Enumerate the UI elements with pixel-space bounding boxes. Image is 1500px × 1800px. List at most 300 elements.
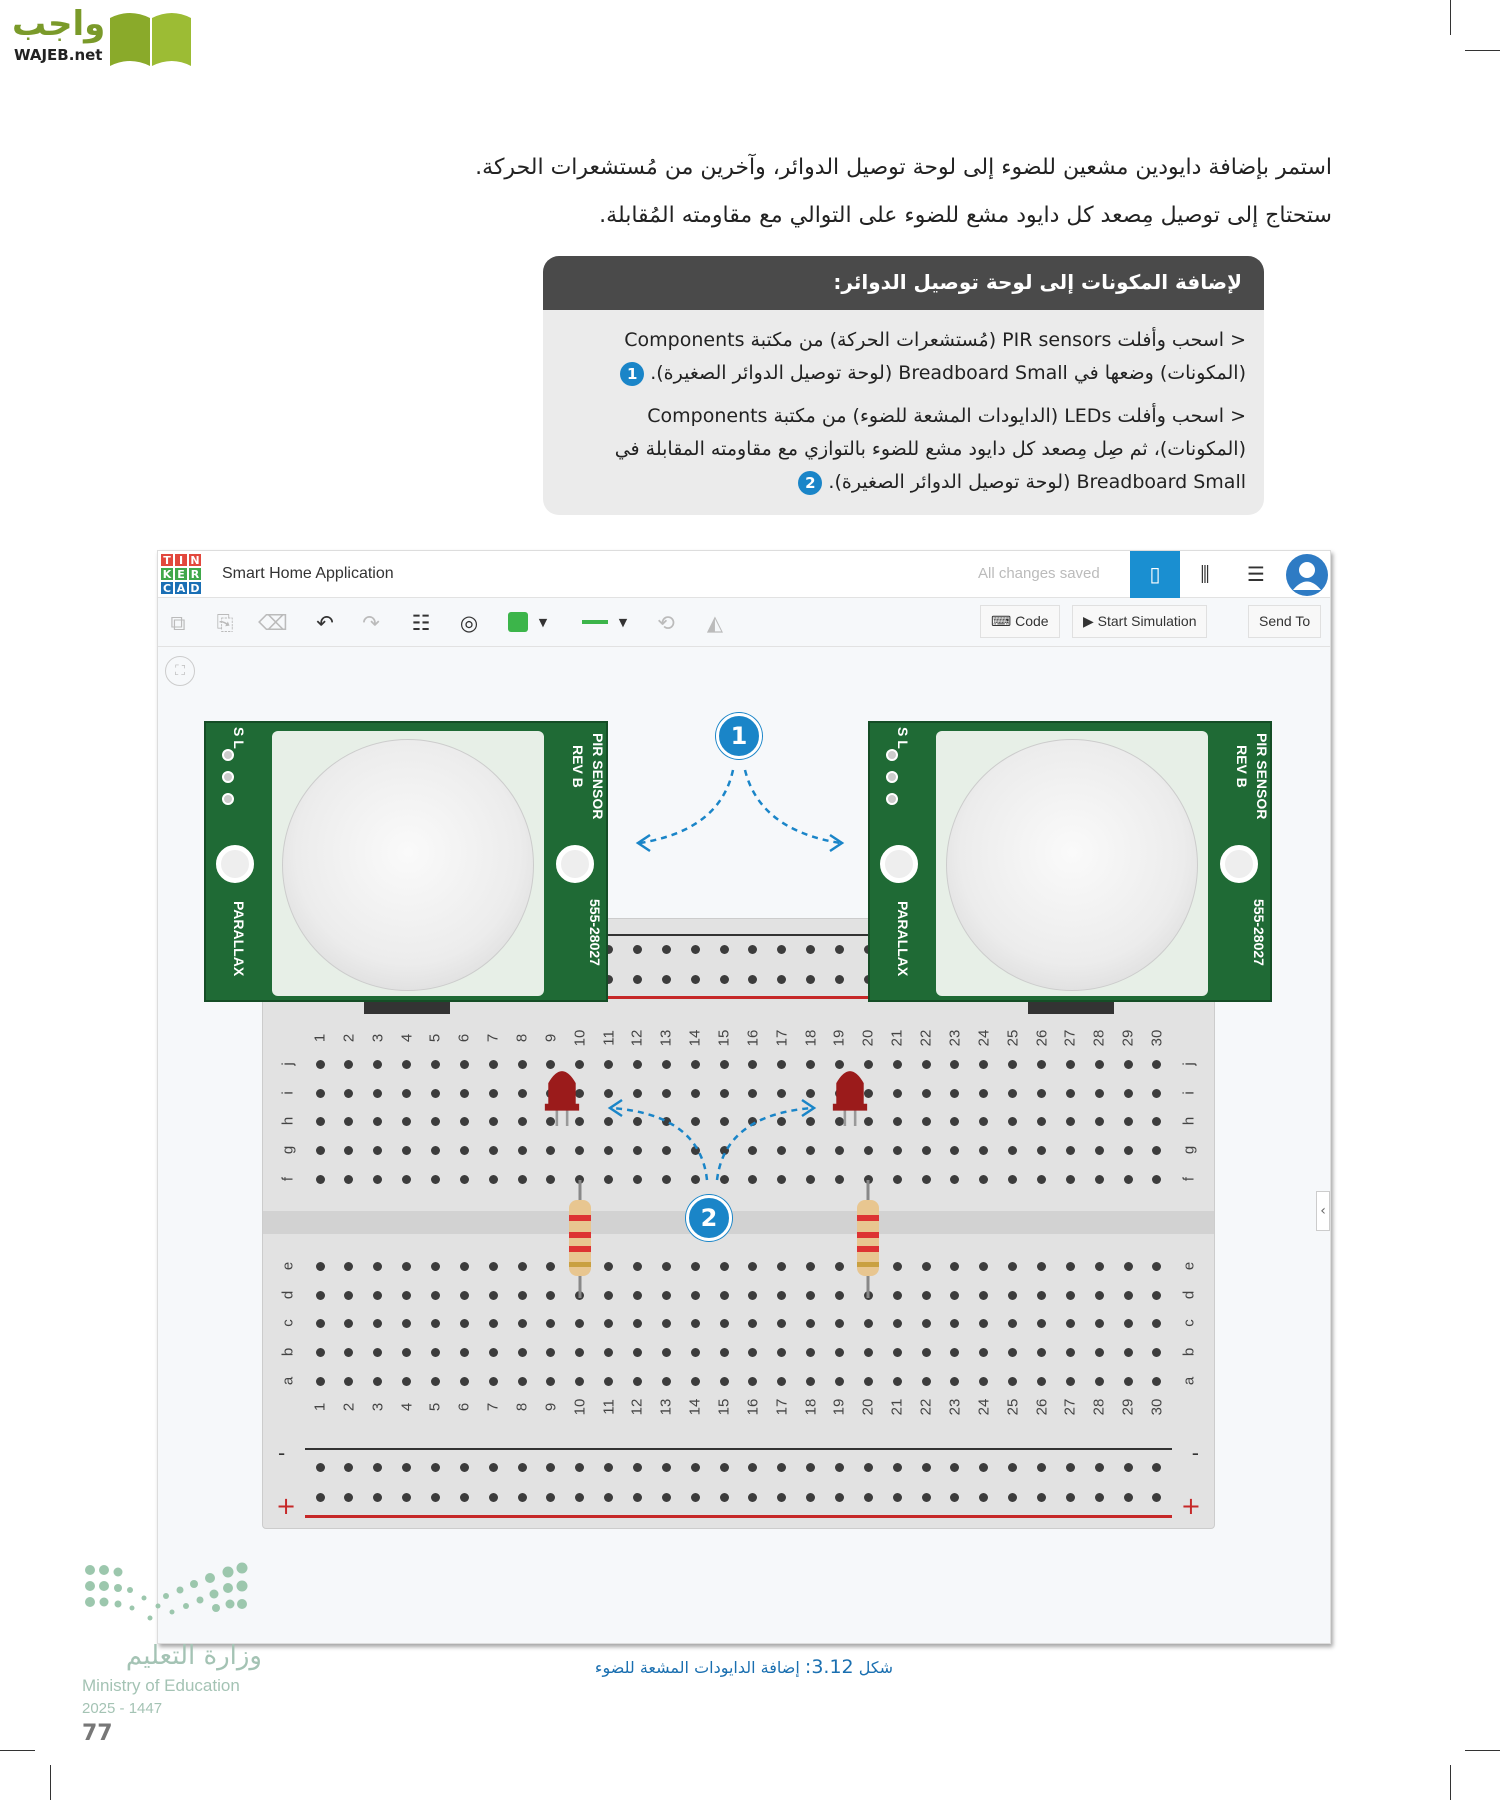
hole[interactable] — [1152, 1117, 1161, 1126]
hole[interactable] — [662, 975, 671, 984]
hole[interactable] — [431, 1146, 440, 1155]
hole[interactable] — [431, 1060, 440, 1069]
hole[interactable] — [344, 1262, 353, 1271]
hole[interactable] — [633, 1348, 642, 1357]
hole[interactable] — [1066, 1463, 1075, 1472]
hole[interactable] — [922, 1319, 931, 1328]
hole[interactable] — [806, 1175, 815, 1184]
hole[interactable] — [633, 1175, 642, 1184]
hole[interactable] — [489, 1348, 498, 1357]
hole[interactable] — [373, 1377, 382, 1386]
hole[interactable] — [431, 1291, 440, 1300]
hole[interactable] — [431, 1175, 440, 1184]
hole[interactable] — [518, 1291, 527, 1300]
hole[interactable] — [546, 1348, 555, 1357]
hole[interactable] — [922, 1146, 931, 1155]
hole[interactable] — [922, 1175, 931, 1184]
hole[interactable] — [1152, 1089, 1161, 1098]
collapse-panel-handle[interactable]: ‹ — [1316, 1191, 1330, 1231]
hole[interactable] — [1037, 1463, 1046, 1472]
hole[interactable] — [720, 1493, 729, 1502]
hole[interactable] — [633, 1146, 642, 1155]
hole[interactable] — [1008, 1493, 1017, 1502]
hole[interactable] — [662, 1175, 671, 1184]
hole[interactable] — [691, 1348, 700, 1357]
hole[interactable] — [460, 1262, 469, 1271]
hole[interactable] — [835, 1175, 844, 1184]
hole[interactable] — [1037, 1262, 1046, 1271]
hole[interactable] — [1124, 1262, 1133, 1271]
hole[interactable] — [546, 1319, 555, 1328]
hole[interactable] — [748, 1262, 757, 1271]
hole[interactable] — [518, 1175, 527, 1184]
hole[interactable] — [518, 1493, 527, 1502]
hole[interactable] — [835, 1262, 844, 1271]
hole[interactable] — [922, 1377, 931, 1386]
hole[interactable] — [316, 1377, 325, 1386]
hole[interactable] — [806, 1348, 815, 1357]
hole[interactable] — [489, 1319, 498, 1328]
pir-sensor[interactable] — [204, 721, 608, 1002]
hole[interactable] — [835, 1146, 844, 1155]
hole[interactable] — [835, 1319, 844, 1328]
hole[interactable] — [604, 1463, 613, 1472]
hole[interactable] — [748, 1319, 757, 1328]
hole[interactable] — [316, 1146, 325, 1155]
hole[interactable] — [344, 1463, 353, 1472]
hole[interactable] — [662, 1493, 671, 1502]
hole[interactable] — [691, 1291, 700, 1300]
hole[interactable] — [1152, 1377, 1161, 1386]
hole[interactable] — [662, 1146, 671, 1155]
hole[interactable] — [344, 1319, 353, 1328]
hole[interactable] — [893, 1089, 902, 1098]
hole[interactable] — [979, 1493, 988, 1502]
hole[interactable] — [460, 1060, 469, 1069]
led-red[interactable] — [829, 1066, 871, 1126]
hole[interactable] — [979, 1348, 988, 1357]
hole[interactable] — [777, 975, 786, 984]
hole[interactable] — [806, 1117, 815, 1126]
hole[interactable] — [922, 1060, 931, 1069]
hole[interactable] — [777, 1175, 786, 1184]
hole[interactable] — [950, 1291, 959, 1300]
hole[interactable] — [1095, 1175, 1104, 1184]
hole[interactable] — [460, 1493, 469, 1502]
hole[interactable] — [748, 1493, 757, 1502]
hole[interactable] — [950, 1493, 959, 1502]
hole[interactable] — [720, 1319, 729, 1328]
rotate-icon[interactable]: ⟲ — [657, 611, 675, 635]
hole[interactable] — [720, 1060, 729, 1069]
hole[interactable] — [402, 1117, 411, 1126]
hole[interactable] — [720, 945, 729, 954]
hole[interactable] — [748, 1117, 757, 1126]
hole[interactable] — [835, 1463, 844, 1472]
hole[interactable] — [748, 1377, 757, 1386]
hole[interactable] — [950, 1089, 959, 1098]
hole[interactable] — [691, 1175, 700, 1184]
hole[interactable] — [893, 1175, 902, 1184]
hole[interactable] — [748, 1146, 757, 1155]
hole[interactable] — [518, 1117, 527, 1126]
hole[interactable] — [489, 1291, 498, 1300]
hole[interactable] — [546, 1463, 555, 1472]
hole[interactable] — [691, 1117, 700, 1126]
hole[interactable] — [344, 1377, 353, 1386]
hole[interactable] — [893, 1348, 902, 1357]
note-icon[interactable]: ☷ — [411, 611, 431, 635]
tinkercad-logo[interactable] — [160, 553, 202, 595]
hole[interactable] — [633, 1319, 642, 1328]
hole[interactable] — [316, 1089, 325, 1098]
hole[interactable] — [633, 1117, 642, 1126]
hole[interactable] — [835, 1493, 844, 1502]
hole[interactable] — [1037, 1348, 1046, 1357]
start-simulation-button[interactable] — [1072, 605, 1207, 638]
hole[interactable] — [460, 1348, 469, 1357]
hole[interactable] — [748, 1291, 757, 1300]
wire-type-picker[interactable] — [582, 620, 608, 624]
hole[interactable] — [402, 1348, 411, 1357]
hole[interactable] — [316, 1117, 325, 1126]
hole[interactable] — [1037, 1089, 1046, 1098]
hole[interactable] — [344, 1060, 353, 1069]
hole[interactable] — [1152, 1319, 1161, 1328]
hole[interactable] — [1066, 1377, 1075, 1386]
hole[interactable] — [662, 1319, 671, 1328]
hole[interactable] — [316, 1060, 325, 1069]
hole[interactable] — [748, 1175, 757, 1184]
hole[interactable] — [489, 1262, 498, 1271]
hole[interactable] — [402, 1089, 411, 1098]
hole[interactable] — [1124, 1319, 1133, 1328]
hole[interactable] — [1124, 1291, 1133, 1300]
hole[interactable] — [1124, 1089, 1133, 1098]
hole[interactable] — [1037, 1493, 1046, 1502]
hole[interactable] — [402, 1175, 411, 1184]
code-button[interactable] — [980, 605, 1060, 638]
hole[interactable] — [777, 1146, 786, 1155]
hole[interactable] — [402, 1291, 411, 1300]
hole[interactable] — [604, 1493, 613, 1502]
hole[interactable] — [835, 1348, 844, 1357]
hole[interactable] — [1066, 1319, 1075, 1328]
hole[interactable] — [316, 1348, 325, 1357]
hole[interactable] — [316, 1319, 325, 1328]
hole[interactable] — [1037, 1146, 1046, 1155]
hole[interactable] — [1008, 1377, 1017, 1386]
hole[interactable] — [893, 1377, 902, 1386]
hole[interactable] — [806, 1377, 815, 1386]
hole[interactable] — [748, 1089, 757, 1098]
hole[interactable] — [835, 945, 844, 954]
hole[interactable] — [922, 1262, 931, 1271]
hole[interactable] — [777, 1319, 786, 1328]
hole[interactable] — [489, 1377, 498, 1386]
hole[interactable] — [691, 1089, 700, 1098]
hole[interactable] — [950, 1146, 959, 1155]
hole[interactable] — [604, 1060, 613, 1069]
hole[interactable] — [489, 1117, 498, 1126]
hole[interactable] — [979, 1117, 988, 1126]
hole[interactable] — [402, 1262, 411, 1271]
hole[interactable] — [344, 1348, 353, 1357]
hole[interactable] — [691, 1060, 700, 1069]
hole[interactable] — [1152, 1348, 1161, 1357]
hole[interactable] — [402, 1319, 411, 1328]
hole[interactable] — [518, 1089, 527, 1098]
hole[interactable] — [1008, 1117, 1017, 1126]
hole[interactable] — [662, 1291, 671, 1300]
hole[interactable] — [1037, 1319, 1046, 1328]
hole[interactable] — [373, 1146, 382, 1155]
hole[interactable] — [402, 1060, 411, 1069]
hole[interactable] — [489, 1463, 498, 1472]
fit-view-icon[interactable]: ⛶ — [165, 656, 195, 686]
hole[interactable] — [633, 1291, 642, 1300]
hole[interactable] — [344, 1291, 353, 1300]
hole[interactable] — [316, 1262, 325, 1271]
hole[interactable] — [864, 1377, 873, 1386]
hole[interactable] — [1095, 1463, 1104, 1472]
hole[interactable] — [922, 1463, 931, 1472]
chevron-down-icon[interactable]: ▼ — [618, 616, 628, 629]
color-picker[interactable] — [508, 612, 528, 632]
hole[interactable] — [777, 945, 786, 954]
hole[interactable] — [864, 1493, 873, 1502]
hole[interactable] — [1008, 1146, 1017, 1155]
hole[interactable] — [316, 1493, 325, 1502]
hole[interactable] — [662, 1348, 671, 1357]
hole[interactable] — [546, 1175, 555, 1184]
hole[interactable] — [720, 1089, 729, 1098]
resistor[interactable] — [855, 1180, 881, 1298]
hole[interactable] — [1095, 1291, 1104, 1300]
hole[interactable] — [691, 975, 700, 984]
hole[interactable] — [402, 1377, 411, 1386]
hole[interactable] — [777, 1089, 786, 1098]
hole[interactable] — [518, 1060, 527, 1069]
hole[interactable] — [1095, 1377, 1104, 1386]
hole[interactable] — [1152, 1463, 1161, 1472]
hole[interactable] — [604, 1377, 613, 1386]
hole[interactable] — [662, 1089, 671, 1098]
hole[interactable] — [344, 1493, 353, 1502]
hole[interactable] — [604, 1319, 613, 1328]
hole[interactable] — [1095, 1262, 1104, 1271]
hole[interactable] — [575, 1377, 584, 1386]
hole[interactable] — [518, 1348, 527, 1357]
hole[interactable] — [662, 1463, 671, 1472]
circuit-view-button[interactable] — [1130, 551, 1180, 598]
hole[interactable] — [950, 1262, 959, 1271]
hole[interactable] — [518, 1377, 527, 1386]
hole[interactable] — [979, 1089, 988, 1098]
hole[interactable] — [402, 1493, 411, 1502]
hole[interactable] — [1066, 1348, 1075, 1357]
hole[interactable] — [1008, 1319, 1017, 1328]
send-to-button[interactable] — [1248, 605, 1321, 638]
hole[interactable] — [431, 1463, 440, 1472]
hole[interactable] — [806, 945, 815, 954]
hole[interactable] — [1095, 1060, 1104, 1069]
hole[interactable] — [1066, 1060, 1075, 1069]
hole[interactable] — [633, 1060, 642, 1069]
hole[interactable] — [1037, 1291, 1046, 1300]
hole[interactable] — [575, 1319, 584, 1328]
hole[interactable] — [546, 1377, 555, 1386]
hole[interactable] — [1037, 1175, 1046, 1184]
hole[interactable] — [373, 1348, 382, 1357]
hole[interactable] — [518, 1146, 527, 1155]
hole[interactable] — [979, 1262, 988, 1271]
hole[interactable] — [546, 1291, 555, 1300]
hole[interactable] — [489, 1060, 498, 1069]
delete-icon[interactable]: ⌫ — [258, 611, 288, 635]
hole[interactable] — [316, 1291, 325, 1300]
hole[interactable] — [1008, 1089, 1017, 1098]
hole[interactable] — [344, 1175, 353, 1184]
hole[interactable] — [950, 1060, 959, 1069]
hole[interactable] — [431, 1493, 440, 1502]
hole[interactable] — [344, 1146, 353, 1155]
hole[interactable] — [893, 1262, 902, 1271]
hole[interactable] — [373, 1493, 382, 1502]
hole[interactable] — [344, 1089, 353, 1098]
hole[interactable] — [1124, 1060, 1133, 1069]
hole[interactable] — [922, 1117, 931, 1126]
hole[interactable] — [835, 1377, 844, 1386]
hole[interactable] — [489, 1089, 498, 1098]
hole[interactable] — [460, 1463, 469, 1472]
hole[interactable] — [979, 1377, 988, 1386]
hole[interactable] — [633, 975, 642, 984]
hole[interactable] — [1124, 1117, 1133, 1126]
hole[interactable] — [1152, 1146, 1161, 1155]
hole[interactable] — [748, 1463, 757, 1472]
hole[interactable] — [633, 1463, 642, 1472]
hole[interactable] — [518, 1262, 527, 1271]
hole[interactable] — [431, 1348, 440, 1357]
hole[interactable] — [1008, 1175, 1017, 1184]
hole[interactable] — [979, 1175, 988, 1184]
hole[interactable] — [1124, 1348, 1133, 1357]
hole[interactable] — [748, 1060, 757, 1069]
hole[interactable] — [604, 1089, 613, 1098]
component-list-button[interactable] — [1231, 551, 1281, 598]
hole[interactable] — [604, 1262, 613, 1271]
hole[interactable] — [806, 1089, 815, 1098]
hole[interactable] — [979, 1463, 988, 1472]
hole[interactable] — [575, 1463, 584, 1472]
hole[interactable] — [316, 1175, 325, 1184]
hole[interactable] — [720, 1175, 729, 1184]
hole[interactable] — [1152, 1493, 1161, 1502]
hole[interactable] — [777, 1262, 786, 1271]
hole[interactable] — [893, 1060, 902, 1069]
hole[interactable] — [691, 1262, 700, 1271]
hole[interactable] — [950, 1175, 959, 1184]
hole[interactable] — [1095, 1146, 1104, 1155]
hole[interactable] — [662, 1377, 671, 1386]
hole[interactable] — [373, 1060, 382, 1069]
hole[interactable] — [518, 1463, 527, 1472]
hole[interactable] — [1066, 1089, 1075, 1098]
hole[interactable] — [1124, 1463, 1133, 1472]
hole[interactable] — [546, 1262, 555, 1271]
notes-visibility-icon[interactable]: ◎ — [459, 611, 479, 635]
hole[interactable] — [1124, 1377, 1133, 1386]
hole[interactable] — [1066, 1291, 1075, 1300]
hole[interactable] — [806, 1262, 815, 1271]
hole[interactable] — [893, 1463, 902, 1472]
hole[interactable] — [893, 1493, 902, 1502]
hole[interactable] — [1124, 1146, 1133, 1155]
hole[interactable] — [604, 1117, 613, 1126]
hole[interactable] — [1152, 1175, 1161, 1184]
hole[interactable] — [864, 1319, 873, 1328]
hole[interactable] — [1008, 1262, 1017, 1271]
chevron-down-icon[interactable]: ▼ — [538, 616, 548, 629]
hole[interactable] — [402, 1463, 411, 1472]
hole[interactable] — [950, 1463, 959, 1472]
project-title[interactable]: Smart Home Application — [222, 565, 394, 582]
hole[interactable] — [460, 1175, 469, 1184]
hole[interactable] — [979, 1291, 988, 1300]
hole[interactable] — [777, 1493, 786, 1502]
paste-icon[interactable]: ⎘ — [216, 611, 234, 635]
hole[interactable] — [460, 1117, 469, 1126]
hole[interactable] — [720, 1117, 729, 1126]
hole[interactable] — [1037, 1060, 1046, 1069]
hole[interactable] — [893, 1117, 902, 1126]
hole[interactable] — [575, 1493, 584, 1502]
hole[interactable] — [633, 1262, 642, 1271]
hole[interactable] — [489, 1493, 498, 1502]
hole[interactable] — [460, 1377, 469, 1386]
hole[interactable] — [373, 1319, 382, 1328]
hole[interactable] — [720, 1262, 729, 1271]
hole[interactable] — [922, 1089, 931, 1098]
hole[interactable] — [691, 1319, 700, 1328]
hole[interactable] — [950, 1348, 959, 1357]
hole[interactable] — [720, 1348, 729, 1357]
hole[interactable] — [979, 1146, 988, 1155]
hole[interactable] — [604, 1348, 613, 1357]
hole[interactable] — [662, 1117, 671, 1126]
hole[interactable] — [1066, 1262, 1075, 1271]
hole[interactable] — [662, 1060, 671, 1069]
hole[interactable] — [460, 1291, 469, 1300]
hole[interactable] — [373, 1089, 382, 1098]
hole[interactable] — [633, 1089, 642, 1098]
led-red[interactable] — [541, 1066, 583, 1126]
hole[interactable] — [720, 1463, 729, 1472]
hole[interactable] — [748, 975, 757, 984]
hole[interactable] — [777, 1377, 786, 1386]
flip-icon[interactable]: ◭ — [706, 611, 724, 635]
hole[interactable] — [806, 975, 815, 984]
hole[interactable] — [373, 1291, 382, 1300]
hole[interactable] — [777, 1060, 786, 1069]
hole[interactable] — [806, 1319, 815, 1328]
hole[interactable] — [373, 1175, 382, 1184]
hole[interactable] — [1008, 1463, 1017, 1472]
hole[interactable] — [777, 1291, 786, 1300]
hole[interactable] — [691, 1493, 700, 1502]
hole[interactable] — [373, 1262, 382, 1271]
